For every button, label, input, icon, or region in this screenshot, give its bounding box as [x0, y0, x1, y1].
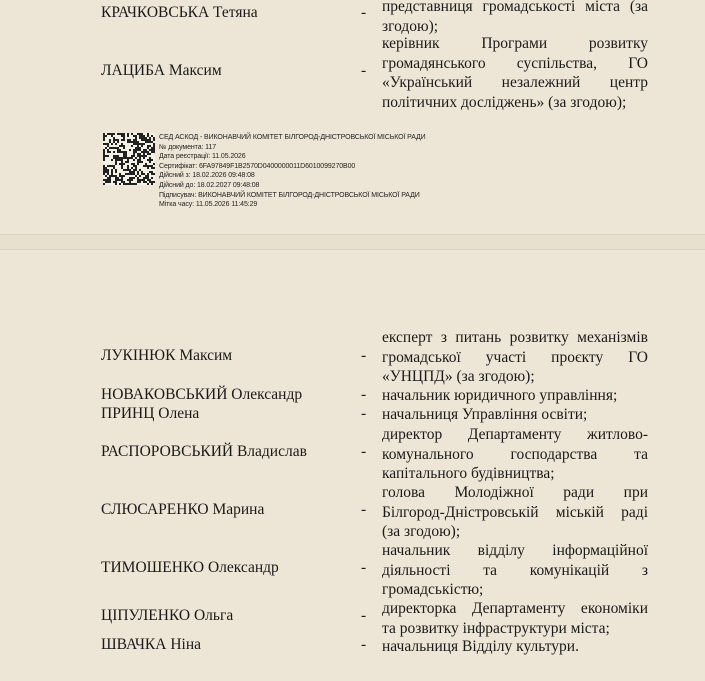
- role-line: діяльності та комунікацій з: [382, 561, 648, 579]
- dash: -: [361, 405, 367, 422]
- role-line: капітального будівництва;: [382, 465, 555, 482]
- signature-line: Дійсний до: 18.02.2027 09:48:08: [159, 181, 260, 189]
- member-role: [382, 425, 648, 484]
- member-name: ЛУКІНЮК Максим: [101, 347, 233, 364]
- qr-code-icon: [103, 133, 155, 185]
- member-name: ТИМОШЕНКО Олександр: [101, 559, 279, 576]
- signature-line: Дата реєстрації: 11.05.2026: [159, 153, 246, 161]
- role-line: керівник Програми розвитку: [382, 35, 648, 52]
- member-role: [382, 405, 648, 425]
- dash: -: [361, 443, 367, 460]
- member-role: [382, 386, 648, 406]
- member-name: ЦІПУЛЕНКО Ольга: [101, 607, 234, 624]
- signature-line: Сертифікат: 6FA97849F1B2570D0400000011D6010099270B00: [159, 162, 356, 170]
- dash: -: [361, 347, 367, 364]
- dash: -: [361, 636, 367, 653]
- role-line: представниця громадськості міста (за: [382, 0, 648, 15]
- dash: -: [361, 559, 367, 576]
- member-role: [382, 483, 648, 542]
- role-line: начальниця Відділу культури.: [382, 638, 579, 655]
- role-line: начальниця Управління освіти;: [382, 406, 588, 423]
- member-role: [382, 0, 648, 36]
- signature-line: СЕД АСКОД - ВИКОНАВЧИЙ КОМІТЕТ БІЛГОРОД-ДНІСТРОВСЬКОЇ МІСЬКОЇ РАДИ: [159, 134, 426, 141]
- role-line: та розвитку інфраструктури міста;: [382, 619, 610, 637]
- signature-line: Підписувач: ВИКОНАВЧИЙ КОМІТЕТ БІЛГОРОД-ДНІСТРОВСЬКОЇ МІСЬКОЇ РАДИ: [159, 191, 420, 199]
- role-line: Білгород-Дністровській міській раді: [382, 503, 648, 521]
- dash: -: [361, 501, 367, 518]
- member-role: [382, 637, 648, 657]
- member-role: [382, 599, 648, 638]
- role-line: громадської участі проєкту ГО: [382, 348, 648, 366]
- signature-line: Дійсний з: 18.02.2026 09:48:08: [159, 172, 255, 180]
- signature-line: № документа: 117: [159, 143, 217, 151]
- role-line: начальник відділу інформаційної: [382, 542, 648, 559]
- role-line: голова Молодіжної ради при: [382, 484, 648, 501]
- member-name: ЛАЦИБА Максим: [101, 62, 222, 79]
- member-name: ШВАЧКА Ніна: [101, 636, 201, 653]
- member-name: СЛЮСАРЕНКО Марина: [101, 501, 265, 518]
- role-line: згодою);: [382, 17, 439, 35]
- signature-line: Мітка часу: 11.05.2026 11:45:29: [159, 201, 258, 209]
- role-line: директорка Департаменту економіки: [382, 600, 648, 617]
- member-name: КРАЧКОВСЬКА Тетяна: [101, 4, 258, 21]
- member-name: РАСПОРОВСЬКИЙ Владислав: [101, 443, 307, 460]
- dash: -: [361, 4, 367, 21]
- role-line: (за згодою);: [382, 523, 461, 540]
- member-role: [382, 34, 648, 112]
- dash: -: [361, 386, 367, 403]
- member-name: НОВАКОВСЬКИЙ Олександр: [101, 386, 303, 403]
- dash: -: [361, 607, 367, 624]
- role-line: експерт з питань розвитку механізмів: [382, 329, 648, 346]
- member-name: ПРИНЦ Олена: [101, 405, 200, 422]
- role-line: директор Департаменту житлово-: [382, 426, 648, 443]
- page-break: [0, 234, 705, 250]
- role-line: начальник юридичного управління;: [382, 387, 618, 404]
- role-line: громадськістю;: [382, 581, 484, 598]
- member-role: [382, 328, 648, 387]
- role-line: громадянського суспільства, ГО: [382, 54, 648, 72]
- role-line: «Український незалежний центр: [382, 74, 648, 91]
- signature-details: [159, 133, 426, 210]
- member-role: [382, 541, 648, 600]
- role-line: «УНЦПД» (за згодою);: [382, 368, 535, 385]
- dash: -: [361, 62, 367, 79]
- role-line: політичних досліджень» (за згодою);: [382, 93, 627, 111]
- role-line: комунального господарства та: [382, 445, 648, 463]
